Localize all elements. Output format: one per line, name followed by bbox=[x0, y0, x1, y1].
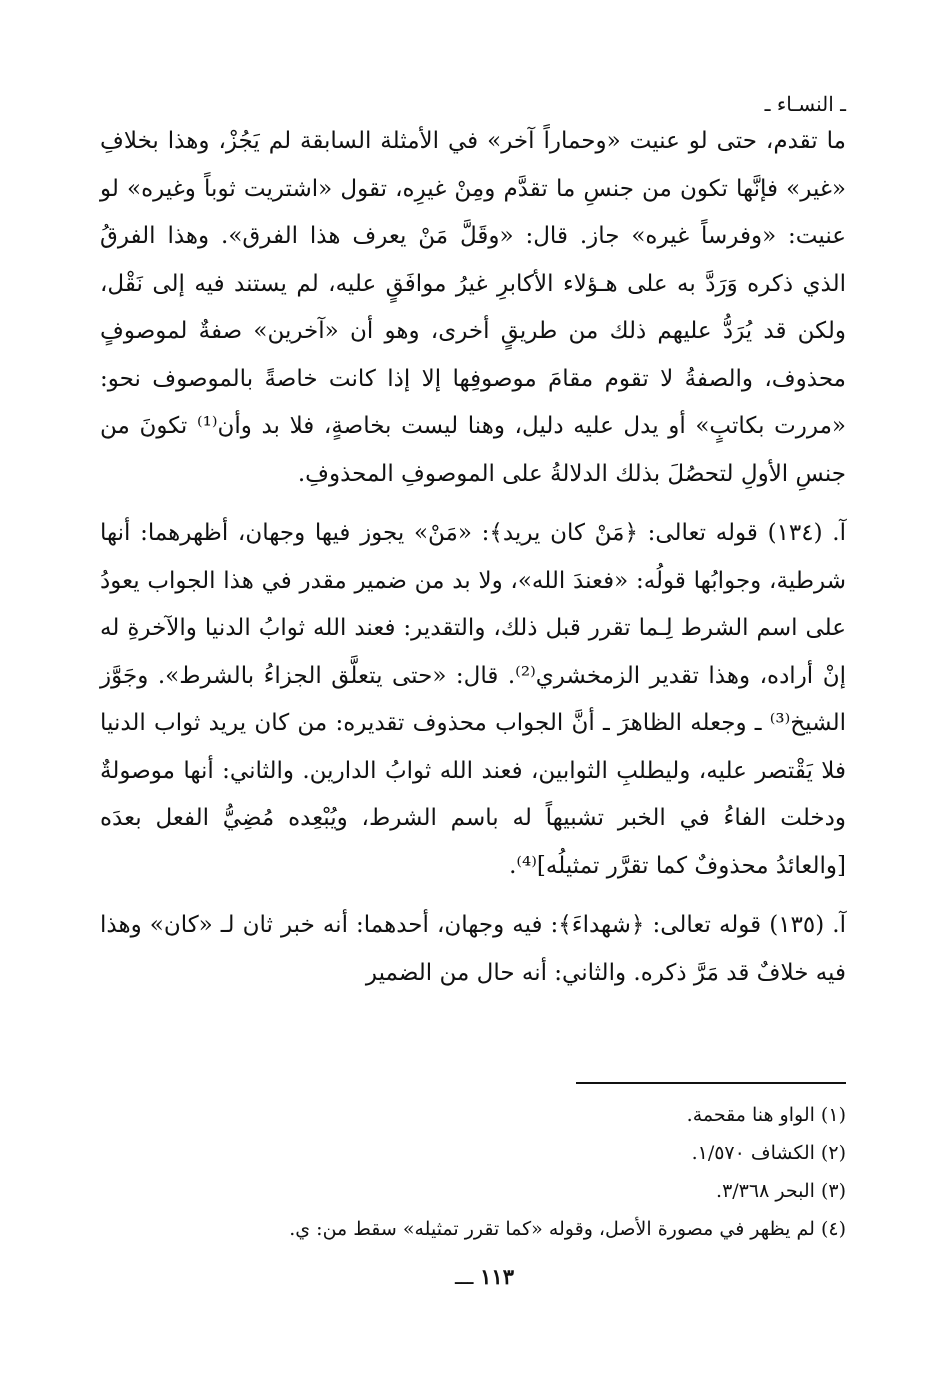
footnote-divider bbox=[576, 1082, 846, 1084]
page-number-dash: ـــ bbox=[455, 1265, 481, 1289]
footnote-3: (٣) البحر ٣/٣٦٨. bbox=[716, 1180, 846, 1202]
paragraph-verse-134: آ. (١٣٤) قوله تعالى: ﴿مَنْ كان يريد﴾: «مَنْ» يجوز فيها وجهان، أظهرهما: أنها شرطية، وجوابُها قولُه: «فعندَ الله»، ولا بد من ضمير مقدر في هذا الجواب يعودُ على اسم الشرط لِـما تقرر قبل ذلك، والتقدير: فعند الله ثوابُ الدنيا والآخرةِ له إنْ أراده، وهذا تقدير الزمخشري⁽²⁾. قال: «حتى يتعلَّق الجزاءُ بالشرط». وجَوَّز الشيخ⁽³⁾ ـ وجعله الظاهرَ ـ أنَّ الجواب محذوف تقديره: من كان يريد ثواب الدنيا فلا يَقْتصر عليه، وليطلبِ الثوابين، فعند الله ثوابُ الدارين. والثاني: أنها موصولةٌ ودخلت الفاءُ في الخبر تشبيهاً له باسم الشرط، ويُبْعِده مُضِيُّ الفعل بعدَه [والعائدُ محذوفٌ كما تقرَّر تمثيلُه]⁽⁴⁾. bbox=[100, 520, 846, 879]
footnote-2: (٢) الكشاف ١/٥٧٠. bbox=[691, 1142, 846, 1164]
footnote-1: (١) الواو هنا مقحمة. bbox=[686, 1104, 846, 1126]
footnote-4: (٤) لم يظهر في مصورة الأصل، وقوله «كما تقرر تمثيله» سقط من: ي. bbox=[289, 1218, 846, 1240]
running-title: ـ النسـاء ـ bbox=[764, 92, 846, 116]
paragraph-continuation: ما تقدم، حتى لو عنيت «وحماراً آخر» في الأمثلة السابقة لم يَجُزْ، وهذا بخلافِ «غير» فإنَّها تكون من جنسِ ما تقدَّم ومِنْ غيرِه، تقول «اشتريت ثوباً وغيره» لو عنيت: «وفرساً غيره» جاز. قال: «وقَلَّ مَنْ يعرف هذا الفرق». وهذا الفرقُ الذي ذكره وَرَدَّ به على هـؤلاء الأكابرِ غيرُ موافَقٍ عليه، لم يستند فيه إلى نَقْل، ولكن قد يُرَدُّ عليهم ذلك من طريقٍ أخرى، وهو أن «آخرين» صفةٌ لموصوفٍ محذوف، والصفةُ لا تقوم مقامَ موصوفِها إلا إذا كانت خاصةً بالموصوف نحو: «مررت بكاتبٍ» أو يدل عليه دليل، وهنا ليست بخاصةٍ، فلا بد وأن⁽¹⁾ تكونَ من جنسِ الأولِ لتحصُلَ بذلك الدلالةُ على الموصوفِ المحذوفِ. bbox=[100, 128, 846, 487]
paragraph-verse-135: آ. (١٣٥) قوله تعالى: ﴿شهداءَ﴾: فيه وجهان، أحدهما: أنه خبر ثان لـ «كان» وهذا فيه خلافٌ قد مَرَّ ذكره. والثاني: أنه حال من الضمير bbox=[100, 912, 846, 986]
footnotes bbox=[100, 1096, 846, 1248]
page-number: ١١٣ bbox=[480, 1264, 514, 1289]
body-text bbox=[100, 118, 846, 997]
page-number-block bbox=[455, 1264, 514, 1289]
